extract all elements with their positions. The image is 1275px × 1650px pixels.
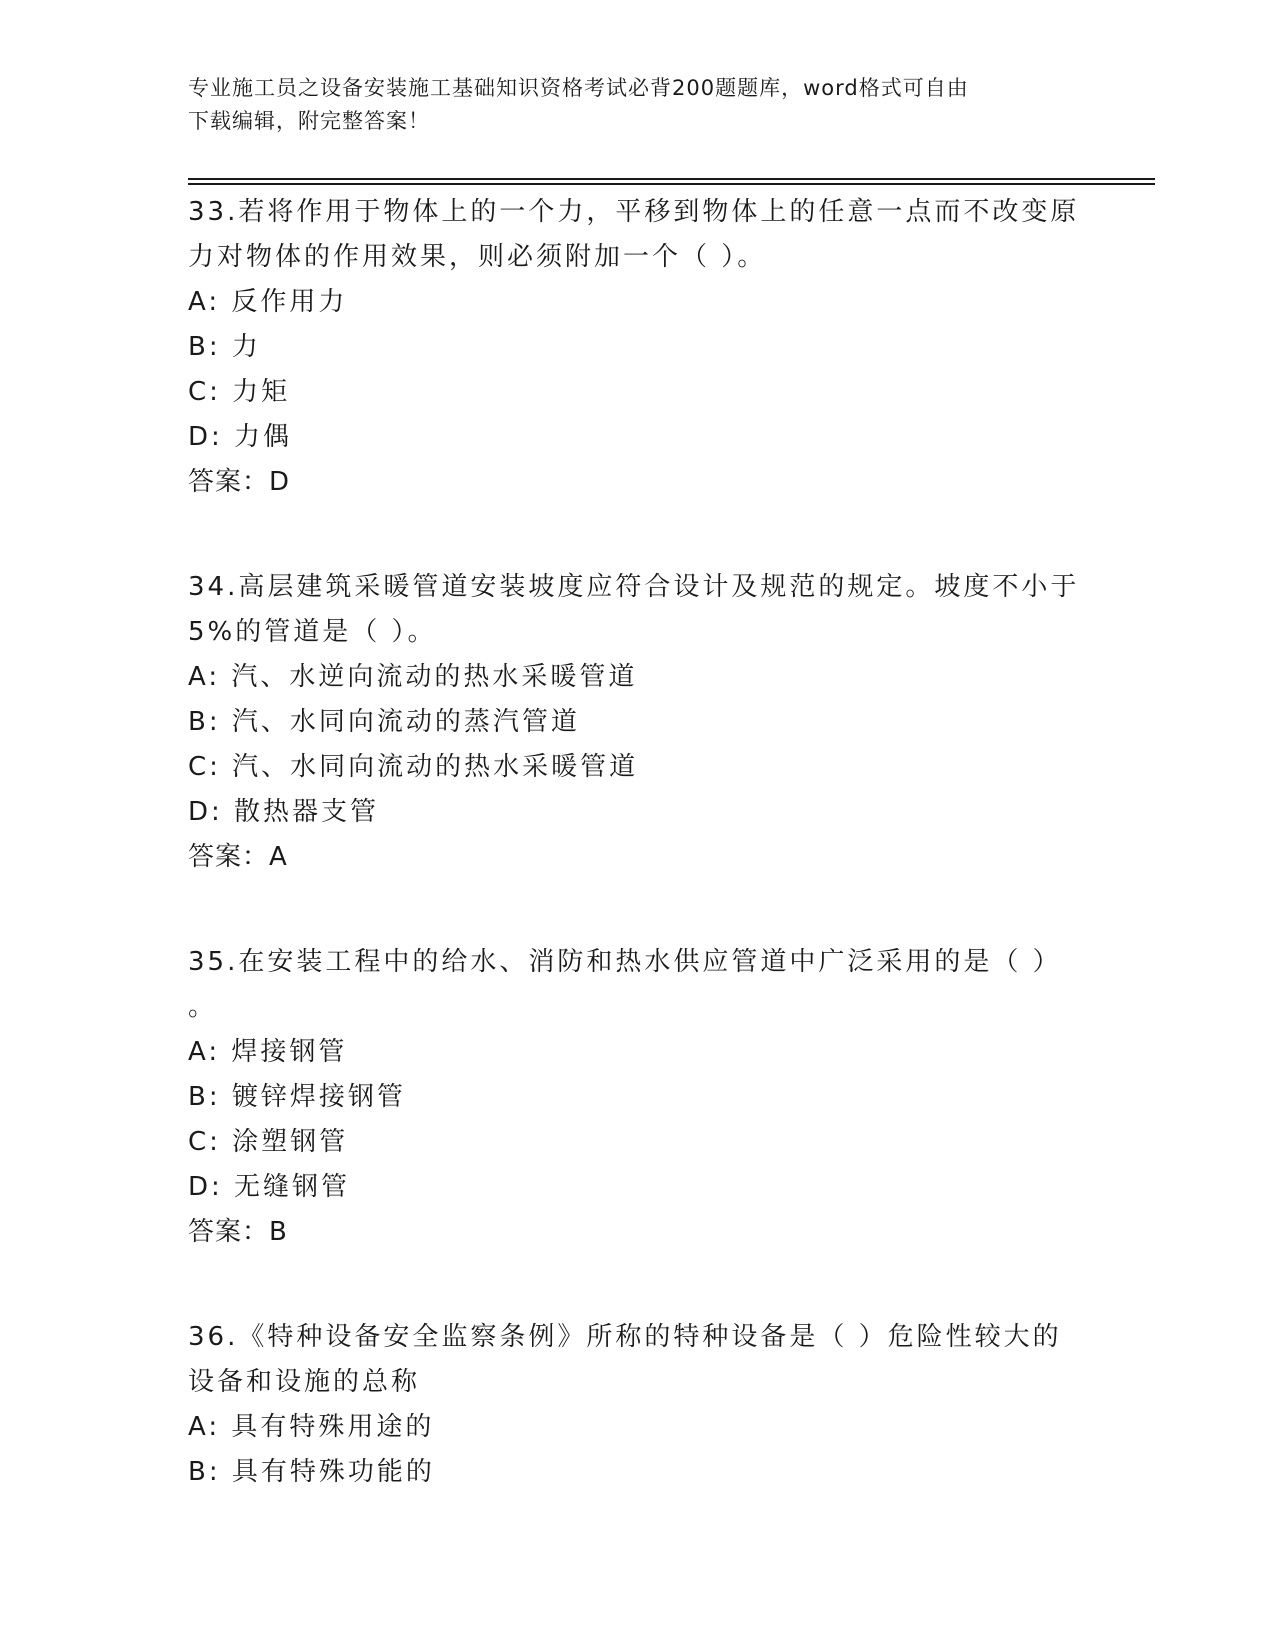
- option-c: C: 涂塑钢管: [188, 1127, 349, 1157]
- option-a: A: 焊接钢管: [188, 1037, 348, 1067]
- question-33: [188, 190, 1088, 505]
- option-c: C: 汽、水同向流动的热水采暖管道: [188, 752, 639, 782]
- question-stem-line: 33.若将作用于物体上的一个力，平移到物体上的任意一点而不改变原: [188, 197, 1080, 227]
- option-c: C: 力矩: [188, 377, 291, 407]
- question-34: [188, 565, 1088, 880]
- option-a: A: 反作用力: [188, 287, 348, 317]
- question-stem-line: 35.在安装工程中的给水、消防和热水供应管道中广泛采用的是（ ）: [188, 947, 1062, 977]
- question-stem-line: 5%的管道是（ ）。: [188, 617, 437, 647]
- document-header: [188, 72, 1088, 138]
- option-a: A: 汽、水逆向流动的热水采暖管道: [188, 662, 638, 692]
- option-b: B: 镀锌焊接钢管: [188, 1082, 406, 1112]
- header-line-2: 下载编辑，附完整答案！: [188, 109, 430, 133]
- answer-text: 答案：D: [188, 467, 291, 497]
- header-divider-top: [188, 178, 1155, 180]
- question-36: [188, 1315, 1088, 1495]
- option-b: B: 力: [188, 332, 261, 362]
- option-b: B: 具有特殊功能的: [188, 1457, 435, 1487]
- question-stem-line: 。: [188, 992, 218, 1022]
- option-d: D: 散热器支管: [188, 797, 380, 827]
- header-line-1: 专业施工员之设备安装施工基础知识资格考试必背200题题库，word格式可自由: [188, 76, 969, 100]
- option-d: D: 力偶: [188, 422, 293, 452]
- question-stem-line: 设备和设施的总称: [188, 1367, 421, 1397]
- question-stem-line: 36.《特种设备安全监察条例》所称的特种设备是（ ）危险性较大的: [188, 1322, 1062, 1352]
- header-divider-bottom: [188, 183, 1155, 185]
- question-stem-line: 力对物体的作用效果，则必须附加一个（ ）。: [188, 242, 767, 272]
- answer-text: 答案：A: [188, 842, 288, 872]
- question-stem-line: 34.高层建筑采暖管道安装坡度应符合设计及规范的规定。坡度不小于: [188, 572, 1080, 602]
- option-d: D: 无缝钢管: [188, 1172, 351, 1202]
- question-list: [188, 190, 1088, 1555]
- option-a: A: 具有特殊用途的: [188, 1412, 435, 1442]
- option-b: B: 汽、水同向流动的蒸汽管道: [188, 707, 580, 737]
- answer-text: 答案：B: [188, 1217, 288, 1247]
- question-35: [188, 940, 1088, 1255]
